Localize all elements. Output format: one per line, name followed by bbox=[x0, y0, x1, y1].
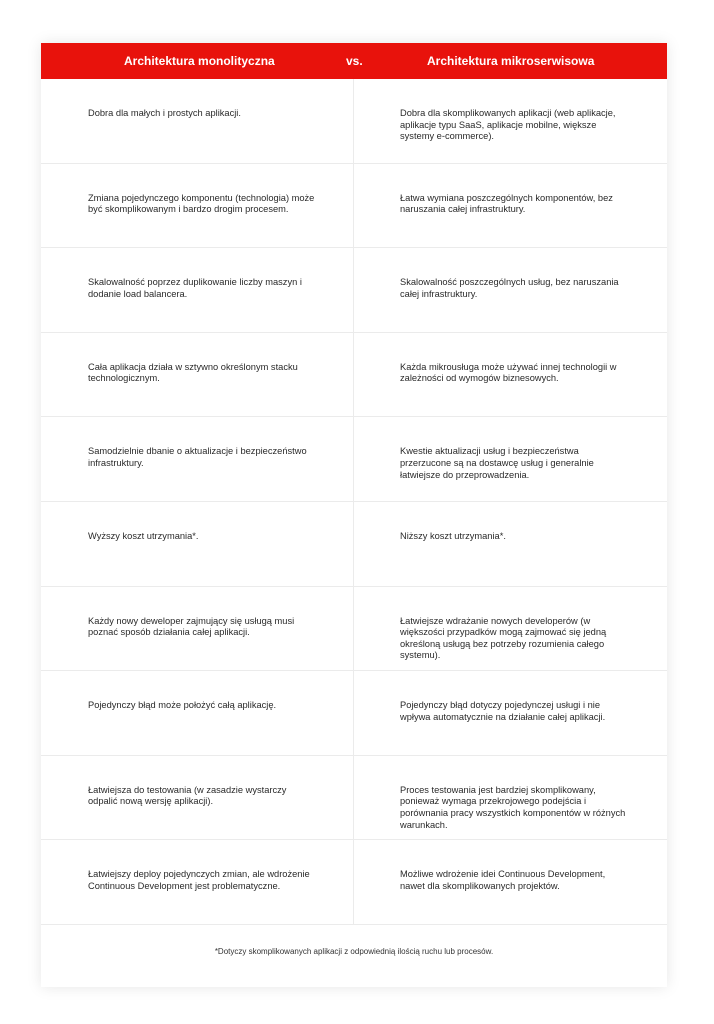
table-header bbox=[41, 43, 667, 79]
column-divider bbox=[353, 417, 354, 501]
monolith-cell: Łatwiejszy deploy pojedynczych zmian, ale wdrożenie Continuous Development jest problematyczne. bbox=[88, 869, 310, 891]
table-row bbox=[41, 756, 667, 841]
microservices-cell: Każda mikrousługa może używać innej technologii w zależności od wymogów biznesowych. bbox=[400, 361, 617, 384]
column-divider bbox=[353, 248, 354, 332]
footnote: *Dotyczy skomplikowanych aplikacji z odpowiednią ilością ruchu lub procesów. bbox=[214, 947, 494, 956]
table-row bbox=[41, 164, 667, 249]
table-row bbox=[41, 502, 667, 587]
microservices-cell: Niższy koszt utrzymania*. bbox=[400, 530, 506, 541]
column-divider bbox=[353, 333, 354, 417]
monolith-cell: Dobra dla małych i prostych aplikacji. bbox=[88, 108, 241, 118]
microservices-cell: Proces testowania jest bardziej skomplikowany, ponieważ wymaga przekrojowego podejścia i porównania pracy wszystkich komponentów w różnych warunkach. bbox=[400, 784, 626, 830]
table-row bbox=[41, 417, 667, 502]
table-row bbox=[41, 671, 667, 756]
column-divider bbox=[353, 671, 354, 755]
table-row bbox=[41, 79, 667, 164]
column-divider bbox=[353, 79, 354, 163]
microservices-cell: Skalowalność poszczególnych usług, bez naruszania całej infrastruktury. bbox=[400, 277, 619, 299]
monolith-cell: Wyższy koszt utrzymania*. bbox=[88, 530, 199, 541]
monolith-cell: Skalowalność poprzez duplikowanie liczby maszyn i dodanie load balancera. bbox=[88, 277, 302, 299]
column-divider bbox=[353, 164, 354, 248]
table-row bbox=[41, 840, 667, 925]
microservices-cell: Łatwa wymiana poszczególnych komponentów, bez naruszania całej infrastruktury. bbox=[400, 192, 613, 215]
column-divider bbox=[353, 502, 354, 586]
microservices-cell: Kwestie aktualizacji usług i bezpieczeństwa przerzucone są na dostawcę usług i generalnie łatwiejsze do przeprowadzenia. bbox=[400, 446, 594, 480]
table-row bbox=[41, 587, 667, 672]
monolith-cell: Zmiana pojedynczego komponentu (technologia) może być skomplikowanym i bardzo drogim procesem. bbox=[88, 192, 315, 215]
versus-label: vs. bbox=[346, 54, 363, 68]
monolith-cell: Samodzielnie dbanie o aktualizacje i bezpieczeństwo infrastruktury. bbox=[88, 446, 307, 468]
microservices-column-title: Architektura mikroserwisowa bbox=[427, 54, 595, 68]
column-divider bbox=[353, 587, 354, 671]
microservices-cell: Łatwiejsze wdrażanie nowych developerów (w większości przypadków mogą zajmować się jedną określoną usługą bez potrzeby rozumienia całego systemu). bbox=[400, 615, 607, 661]
monolith-cell: Cała aplikacja działa w sztywno określonym stacku technologicznym. bbox=[88, 361, 298, 384]
table-row bbox=[41, 248, 667, 333]
microservices-cell: Możliwe wdrożenie idei Continuous Development, nawet dla skomplikowanych projektów. bbox=[400, 869, 606, 891]
monolith-cell: Pojedynczy błąd może położyć całą aplikację. bbox=[88, 700, 277, 711]
microservices-cell: Pojedynczy błąd dotyczy pojedynczej usługi i nie wpływa automatycznie na działanie całej aplikacji. bbox=[400, 700, 606, 722]
column-divider bbox=[353, 840, 354, 924]
monolith-cell: Łatwiejsza do testowania (w zasadzie wystarczy odpalić nową wersję aplikacji). bbox=[88, 784, 287, 807]
microservices-cell: Dobra dla skomplikowanych aplikacji (web aplikacje, aplikacje typu SaaS, aplikacje mobilne, większe systemy e-commerce). bbox=[400, 108, 616, 142]
table-body bbox=[41, 79, 667, 925]
monolith-column-title: Architektura monolityczna bbox=[124, 54, 275, 68]
comparison-table bbox=[41, 43, 667, 987]
column-divider bbox=[353, 756, 354, 840]
monolith-cell: Każdy nowy deweloper zajmujący się usługą musi poznać sposób działania całej aplikacji. bbox=[88, 615, 295, 638]
table-row bbox=[41, 333, 667, 418]
